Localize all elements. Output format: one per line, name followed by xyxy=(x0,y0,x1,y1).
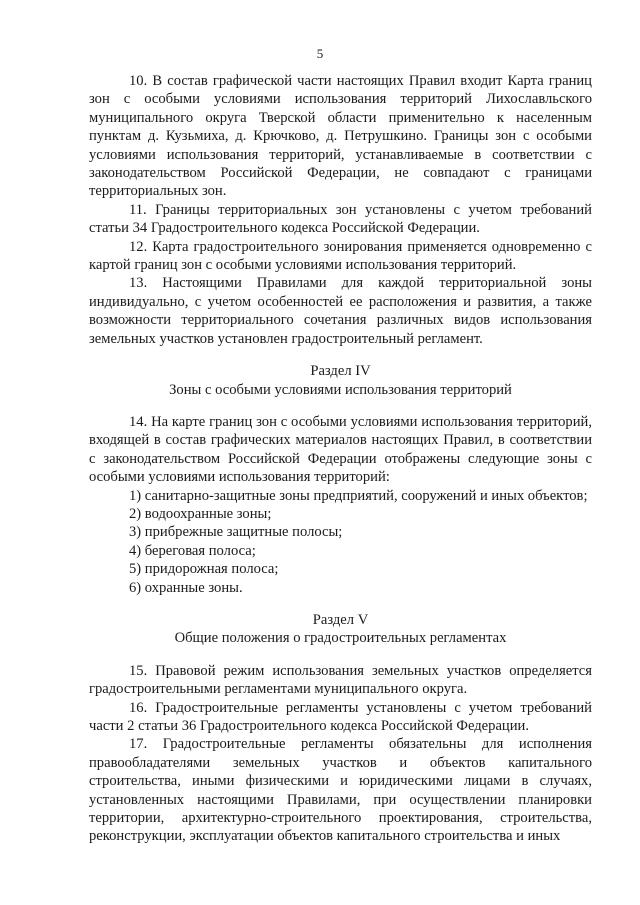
list-item: 5) придорожная полоса; xyxy=(129,561,279,578)
section-5-title: Общие положения о градостроительных регламентах xyxy=(174,630,507,647)
section-4-title: Зоны с особыми условиями использования территорий xyxy=(169,381,512,398)
list-item: 1) санитарно-защитные зоны предприятий, сооружений и иных объектов; xyxy=(129,487,588,504)
paragraph-17: 17. Градостроительные регламенты обязательны для исполнения правообладателями земельных участков и объектов капитального строительства, иными физическими и юридическими лицами в случаях, установленных настоящими Правилами, при осуществлении планировки территории, архитектурно-строительного проектирования, строительства, реконструкции, эксплуатации объектов капитального строительства и иных xyxy=(89,736,592,845)
list-item: 3) прибрежные защитные полосы; xyxy=(129,524,343,541)
paragraph-10: 10. В состав графической части настоящих Правил входит Карта границ зон с особыми условиями использования территорий Лихославльского муниципального округа Тверской области применительно к населенным пунктам д. Кузьмиха, д. Крючково, д. Петрушкино. Границы зон с особыми условиями использования территорий, устанавливаемые в соответствии с законодательством Российской Федерации, не совпадают с границами территориальных зон. xyxy=(89,73,592,200)
section-5-label: Раздел V xyxy=(312,611,369,628)
paragraph-16: 16. Градостроительные регламенты установлены с учетом требований части 2 статьи 36 Градостроительного кодекса Российской Федерации. xyxy=(89,699,592,734)
section-4-label: Раздел IV xyxy=(310,363,371,380)
list-item: 6) охранные зоны. xyxy=(129,579,243,596)
list-item: 4) береговая полоса; xyxy=(129,542,256,559)
document-body xyxy=(89,72,592,846)
paragraph-13: 13. Настоящими Правилами для каждой территориальной зоны индивидуально, с учетом особенностей ее расположения и развития, а также возможности территориального сочетания различных видов использования земельных участков установлен градостроительный регламент. xyxy=(89,275,592,347)
list-item: 2) водоохранные зоны; xyxy=(129,505,272,522)
paragraph-11: 11. Границы территориальных зон установлены с учетом требований статьи 34 Градостроительного кодекса Российской Федерации. xyxy=(89,201,592,237)
paragraph-12: 12. Карта градостроительного зонирования применяется одновременно с картой границ зон с особыми условиями использования территорий. xyxy=(89,238,592,274)
paragraph-14: 14. На карте границ зон с особыми условиями использования территорий, входящей в состав графических материалов настоящих Правил, в соответствии с законодательством Российской Федерации отображены следующие зоны с особыми условиями использования территорий: xyxy=(89,413,592,486)
page-number: 5 xyxy=(316,46,324,61)
paragraph-15: 15. Правовой режим использования земельных участков определяется градостроительными регламентами муниципального округа. xyxy=(89,662,592,698)
